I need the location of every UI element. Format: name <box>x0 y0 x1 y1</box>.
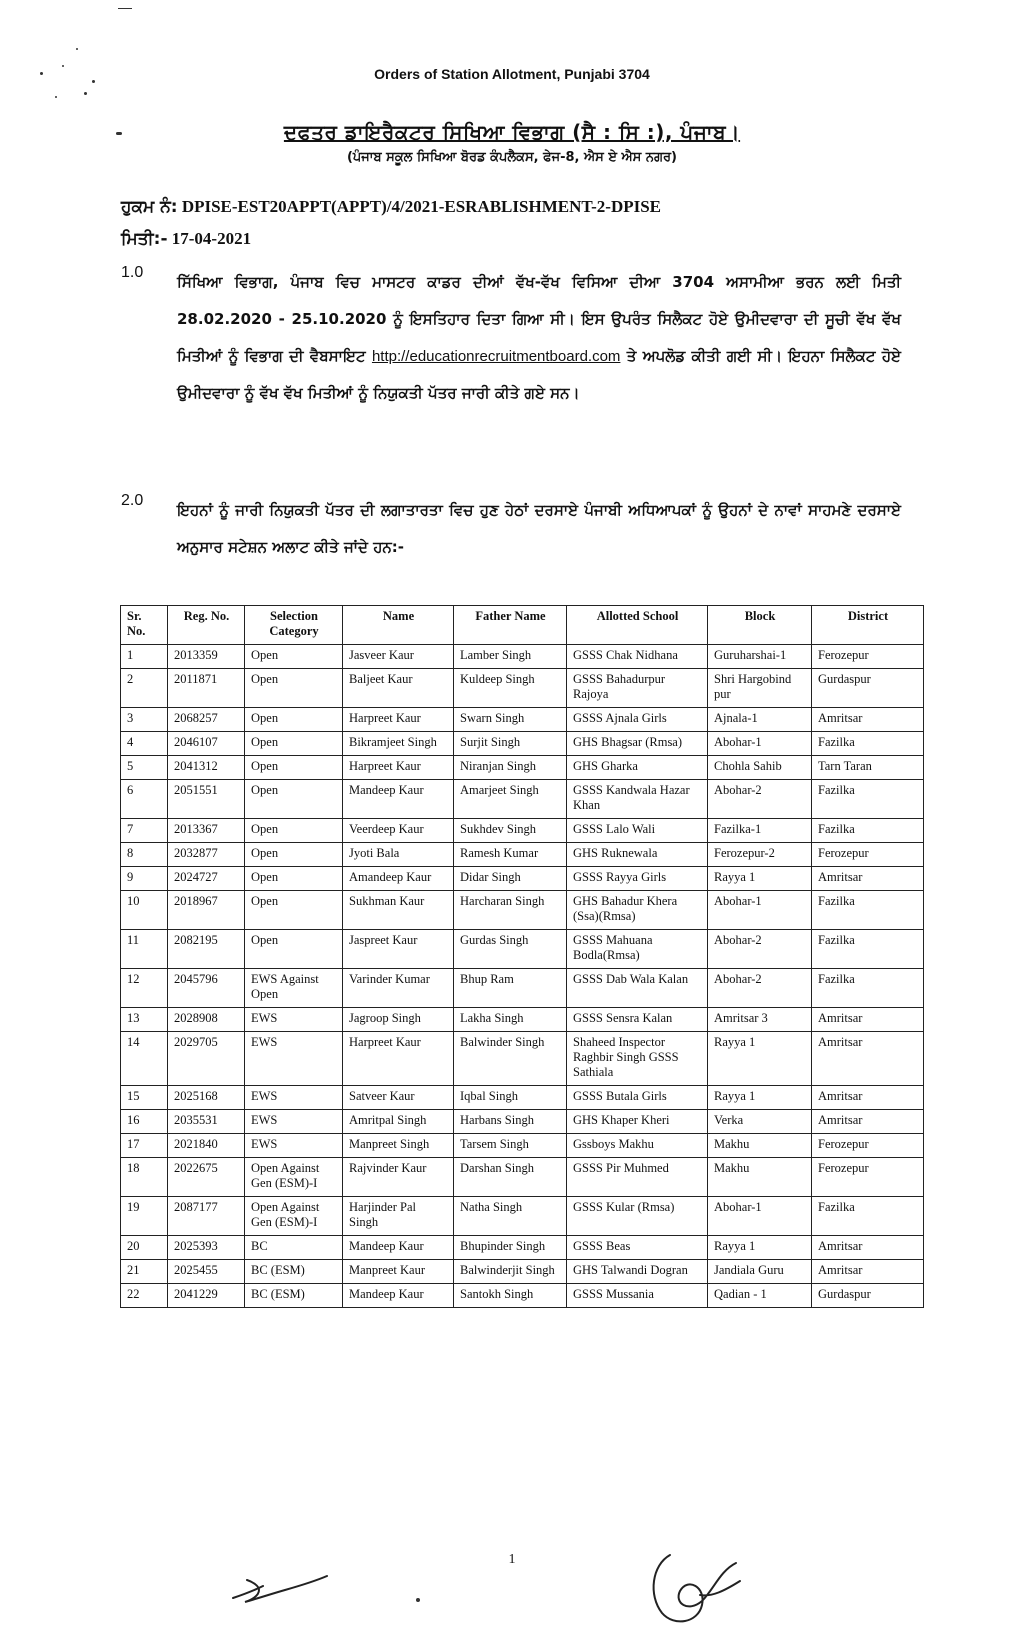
table-cell: Harpreet Kaur <box>343 756 454 780</box>
table-cell: Niranjan Singh <box>454 756 567 780</box>
table-cell: Makhu <box>708 1134 812 1158</box>
table-cell: Surjit Singh <box>454 732 567 756</box>
table-cell: GSSS Kandwala Hazar Khan <box>567 780 708 819</box>
table-cell: 2045796 <box>168 969 245 1008</box>
paragraph-2 <box>121 492 901 566</box>
table-cell: Bikramjeet Singh <box>343 732 454 756</box>
table-cell: 2021840 <box>168 1134 245 1158</box>
table-cell: Manpreet Kaur <box>343 1260 454 1284</box>
table-cell: EWS Against Open <box>245 969 343 1008</box>
table-cell: Swarn Singh <box>454 708 567 732</box>
table-cell: GHS Khaper Kheri <box>567 1110 708 1134</box>
table-cell: Satveer Kaur <box>343 1086 454 1110</box>
paragraph-text-part: ਤੇ ਅਪਲੋਡ ਕੀਤੀ ਗਈ ਸੀ। ਇਹਨਾ ਸਿਲੈਕਟ ਹੋਏ ਉਮੀਦਵਾਰਾ ਨੂੰ ਵੱਖ ਵੱਖ ਮਿਤੀਆਂ ਨੂੰ ਨਿਯੁਕਤੀ ਪੱਤਰ ਜਾਰੀ ਕੀਤੇ ਗਏ ਸਨ। <box>177 347 902 402</box>
table-cell: Manpreet Singh <box>343 1134 454 1158</box>
table-body <box>121 645 924 1308</box>
table-cell: 4 <box>121 732 168 756</box>
table-cell: Mandeep Kaur <box>343 1284 454 1308</box>
table-row <box>121 645 924 669</box>
table-cell: 22 <box>121 1284 168 1308</box>
table-cell: GSSS Chak Nidhana <box>567 645 708 669</box>
table-cell: Sukhman Kaur <box>343 891 454 930</box>
table-cell: 16 <box>121 1110 168 1134</box>
table-row <box>121 756 924 780</box>
table-row <box>121 1134 924 1158</box>
table-row <box>121 1284 924 1308</box>
table-cell: 18 <box>121 1158 168 1197</box>
table-row <box>121 843 924 867</box>
table-cell: Tarn Taran <box>812 756 924 780</box>
table-cell: 3 <box>121 708 168 732</box>
scan-speck <box>84 92 87 95</box>
table-cell: GSSS Mahuana Bodla(Rmsa) <box>567 930 708 969</box>
office-address: (ਪੰਜਾਬ ਸਕੂਲ ਸਿਖਿਆ ਬੋਰਡ ਕੰਪਲੈਕਸ, ਫੇਜ-8, ਐਸ ਏ ਐਸ ਨਗਰ) <box>346 150 677 165</box>
table-cell: 2 <box>121 669 168 708</box>
table-cell: 20 <box>121 1236 168 1260</box>
table-cell: 2011871 <box>168 669 245 708</box>
table-cell: Open <box>245 732 343 756</box>
table-row <box>121 1086 924 1110</box>
table-cell: Open <box>245 756 343 780</box>
table-cell: GHS Ruknewala <box>567 843 708 867</box>
scan-speck <box>55 96 57 98</box>
table-cell: Balwinderjit Singh <box>454 1260 567 1284</box>
table-cell: Jandiala Guru <box>708 1260 812 1284</box>
table-cell: 6 <box>121 780 168 819</box>
table-cell: Amritsar <box>812 1008 924 1032</box>
table-cell: 11 <box>121 930 168 969</box>
table-cell: Santokh Singh <box>454 1284 567 1308</box>
table-cell: Baljeet Kaur <box>343 669 454 708</box>
table-cell: GSSS Butala Girls <box>567 1086 708 1110</box>
table-cell: Open <box>245 891 343 930</box>
table-cell: GSSS Beas <box>567 1236 708 1260</box>
table-cell: Rayya 1 <box>708 1236 812 1260</box>
table-cell: GSSS Mussania <box>567 1284 708 1308</box>
column-header: Selection Category <box>245 606 343 645</box>
table-cell: Fazilka <box>812 732 924 756</box>
table-row <box>121 732 924 756</box>
table-cell: GHS Bahadur Khera (Ssa)(Rmsa) <box>567 891 708 930</box>
table-cell: 2025393 <box>168 1236 245 1260</box>
table-cell: Open <box>245 867 343 891</box>
order-number-line <box>121 197 661 217</box>
table-cell: Ajnala-1 <box>708 708 812 732</box>
table-cell: Rayya 1 <box>708 867 812 891</box>
table-cell: 2022675 <box>168 1158 245 1197</box>
table-cell: GHS Talwandi Dogran <box>567 1260 708 1284</box>
scan-speck <box>118 8 132 9</box>
table-cell: Guruharshai-1 <box>708 645 812 669</box>
table-cell: Ferozepur <box>812 843 924 867</box>
table-cell: Balwinder Singh <box>454 1032 567 1086</box>
table-cell: Kuldeep Singh <box>454 669 567 708</box>
table-cell: 2013359 <box>168 645 245 669</box>
table-cell: Darshan Singh <box>454 1158 567 1197</box>
table-cell: 2035531 <box>168 1110 245 1134</box>
table-row <box>121 1236 924 1260</box>
table-cell: 2082195 <box>168 930 245 969</box>
table-cell: Rayya 1 <box>708 1032 812 1086</box>
table-cell: Open <box>245 780 343 819</box>
website-link[interactable]: http://educationrecruitmentboard.com <box>371 348 621 365</box>
table-cell: Open <box>245 645 343 669</box>
table-cell: Open <box>245 843 343 867</box>
table-cell: 2051551 <box>168 780 245 819</box>
table-cell: Rayya 1 <box>708 1086 812 1110</box>
table-cell: 21 <box>121 1260 168 1284</box>
table-row <box>121 708 924 732</box>
office-name: ਦਫਤਰ ਡਾਇਰੈਕਟਰ ਸਿਖਿਆ ਵਿਭਾਗ (ਸੈ : ਸਿ :), ਪੰਜਾਬ। <box>283 120 741 144</box>
table-cell: EWS <box>245 1110 343 1134</box>
paragraph-text: ਇਹਨਾਂ ਨੂੰ ਜਾਰੀ ਨਿਯੁਕਤੀ ਪੱਤਰ ਦੀ ਲਗਾਤਾਰਤਾ ਵਿਚ ਹੁਣ ਹੇਠਾਂ ਦਰਸਾਏ ਪੰਜਾਬੀ ਅਧਿਆਪਕਾਂ ਨੂੰ ਉਹਨਾਂ ਦੇ ਨਾਵਾਂ ਸਾਹਮਣੇ ਦਰਸਾਏ ਅਨੁਸਾਰ ਸਟੇਸ਼ਨ ਅਲਾਟ ਕੀਤੇ ਜਾਂਦੇ ਹਨ:- <box>177 501 901 556</box>
table-cell: Fazilka <box>812 780 924 819</box>
table-cell: EWS <box>245 1008 343 1032</box>
table-cell: 2041229 <box>168 1284 245 1308</box>
table-cell: 2032877 <box>168 843 245 867</box>
table-row <box>121 819 924 843</box>
table-cell: Amritsar <box>812 867 924 891</box>
table-cell: Harpreet Kaur <box>343 1032 454 1086</box>
order-label: ਹੁਕਮ ਨੰ: <box>121 197 178 217</box>
table-row <box>121 891 924 930</box>
table-cell: Ferozepur-2 <box>708 843 812 867</box>
table-row <box>121 1197 924 1236</box>
table-cell: EWS <box>245 1086 343 1110</box>
order-number: DPISE-EST20APPT(APPT)/4/2021-ESRABLISHMENT-2-DPISE <box>181 197 662 216</box>
paragraph-number: 1.0 <box>121 264 144 281</box>
table-cell: 2024727 <box>168 867 245 891</box>
table-cell: Harjinder Pal Singh <box>343 1197 454 1236</box>
table-cell: Mandeep Kaur <box>343 1236 454 1260</box>
column-header: Block <box>708 606 812 645</box>
table-cell: Bhupinder Singh <box>454 1236 567 1260</box>
table-cell: 1 <box>121 645 168 669</box>
signature-left <box>225 1560 335 1610</box>
table-cell: Gurdas Singh <box>454 930 567 969</box>
paragraph-number: 2.0 <box>121 492 144 509</box>
table-cell: Fazilka-1 <box>708 819 812 843</box>
table-cell: Rajvinder Kaur <box>343 1158 454 1197</box>
table-cell: EWS <box>245 1032 343 1086</box>
table-cell: GHS Gharka <box>567 756 708 780</box>
column-header: Father Name <box>454 606 567 645</box>
table-cell: 2028908 <box>168 1008 245 1032</box>
column-header: District <box>812 606 924 645</box>
date-label: ਮਿਤੀ:- <box>121 229 168 249</box>
table-cell: 14 <box>121 1032 168 1086</box>
table-cell: Lamber Singh <box>454 645 567 669</box>
table-row <box>121 780 924 819</box>
table-cell: Bhup Ram <box>454 969 567 1008</box>
table-cell: Amritsar <box>812 708 924 732</box>
table-cell: Abohar-2 <box>708 969 812 1008</box>
table-cell: BC <box>245 1236 343 1260</box>
scan-speck <box>416 1598 420 1602</box>
table-cell: GSSS Pir Muhmed <box>567 1158 708 1197</box>
table-cell: Fazilka <box>812 1197 924 1236</box>
column-header: Allotted School <box>567 606 708 645</box>
table-cell: Open <box>245 669 343 708</box>
table-cell: 15 <box>121 1086 168 1110</box>
table-cell: Amritsar 3 <box>708 1008 812 1032</box>
table-cell: 13 <box>121 1008 168 1032</box>
table-cell: 7 <box>121 819 168 843</box>
table-cell: Shri Hargobind pur <box>708 669 812 708</box>
table-cell: Open <box>245 930 343 969</box>
table-cell: Gurdaspur <box>812 669 924 708</box>
table-cell: Open Against Gen (ESM)-I <box>245 1197 343 1236</box>
table-cell: GSSS Ajnala Girls <box>567 708 708 732</box>
station-allotment-table <box>120 605 924 1308</box>
table-cell: BC (ESM) <box>245 1260 343 1284</box>
order-date-line <box>121 229 251 249</box>
table-cell: Jagroop Singh <box>343 1008 454 1032</box>
column-header: Reg. No. <box>168 606 245 645</box>
table-cell: Abohar-2 <box>708 780 812 819</box>
table-cell: Natha Singh <box>454 1197 567 1236</box>
table-cell: Fazilka <box>812 891 924 930</box>
table-cell: Jaspreet Kaur <box>343 930 454 969</box>
table-cell: Sukhdev Singh <box>454 819 567 843</box>
table-row <box>121 1260 924 1284</box>
table-cell: 2025168 <box>168 1086 245 1110</box>
table-cell: Abohar-1 <box>708 732 812 756</box>
table-cell: 2025455 <box>168 1260 245 1284</box>
table-cell: Amritpal Singh <box>343 1110 454 1134</box>
scan-speck <box>76 48 78 50</box>
table-row <box>121 1032 924 1086</box>
table-cell: GSSS Lalo Wali <box>567 819 708 843</box>
table-cell: Amritsar <box>812 1032 924 1086</box>
paragraph-text <box>177 264 901 412</box>
table-cell: Fazilka <box>812 969 924 1008</box>
table-cell: Verka <box>708 1110 812 1134</box>
table-cell: Harcharan Singh <box>454 891 567 930</box>
column-header: Sr. No. <box>121 606 168 645</box>
table-row <box>121 867 924 891</box>
table-cell: Shaheed Inspector Raghbir Singh GSSS Sathiala <box>567 1032 708 1086</box>
table-cell: 19 <box>121 1197 168 1236</box>
document-title: Orders of Station Allotment, Punjabi 3704 <box>374 66 650 82</box>
table-cell: 2013367 <box>168 819 245 843</box>
table-cell: Gurdaspur <box>812 1284 924 1308</box>
table-cell: Gssboys Makhu <box>567 1134 708 1158</box>
table-cell: Amritsar <box>812 1086 924 1110</box>
table-cell: Fazilka <box>812 819 924 843</box>
table-cell: 10 <box>121 891 168 930</box>
paragraph-1 <box>121 264 901 412</box>
table-cell: 2041312 <box>168 756 245 780</box>
table-cell: 2029705 <box>168 1032 245 1086</box>
table-cell: 2018967 <box>168 891 245 930</box>
table-cell: Amritsar <box>812 1260 924 1284</box>
table-row <box>121 1008 924 1032</box>
table-cell: GSSS Sensra Kalan <box>567 1008 708 1032</box>
table-cell: GHS Bhagsar (Rmsa) <box>567 732 708 756</box>
table-cell: Abohar-1 <box>708 891 812 930</box>
table-cell: Ferozepur <box>812 1134 924 1158</box>
table-cell: BC (ESM) <box>245 1284 343 1308</box>
table-row <box>121 1158 924 1197</box>
signature-right <box>640 1535 750 1630</box>
table-cell: Abohar-2 <box>708 930 812 969</box>
table-row <box>121 969 924 1008</box>
table-cell: 9 <box>121 867 168 891</box>
table-cell: Ferozepur <box>812 645 924 669</box>
table-cell: Open <box>245 819 343 843</box>
table-cell: Lakha Singh <box>454 1008 567 1032</box>
table-cell: Iqbal Singh <box>454 1086 567 1110</box>
table-cell: GSSS Dab Wala Kalan <box>567 969 708 1008</box>
table-cell: Abohar-1 <box>708 1197 812 1236</box>
table-cell: Tarsem Singh <box>454 1134 567 1158</box>
page-number: 1 <box>508 1552 516 1567</box>
table-cell: Veerdeep Kaur <box>343 819 454 843</box>
table-cell: 12 <box>121 969 168 1008</box>
table-cell: 8 <box>121 843 168 867</box>
table-cell: Varinder Kumar <box>343 969 454 1008</box>
table-row <box>121 669 924 708</box>
table-cell: Open <box>245 708 343 732</box>
table-cell: Harpreet Kaur <box>343 708 454 732</box>
table-cell: Jyoti Bala <box>343 843 454 867</box>
table-cell: 17 <box>121 1134 168 1158</box>
table-cell: Fazilka <box>812 930 924 969</box>
table-cell: Amarjeet Singh <box>454 780 567 819</box>
order-date: 17-04-2021 <box>171 229 252 248</box>
table-cell: Qadian - 1 <box>708 1284 812 1308</box>
table-cell: GSSS Rayya Girls <box>567 867 708 891</box>
table-cell: Ferozepur <box>812 1158 924 1197</box>
table-cell: 2068257 <box>168 708 245 732</box>
table-cell: Jasveer Kaur <box>343 645 454 669</box>
table-cell: Makhu <box>708 1158 812 1197</box>
table-cell: Amritsar <box>812 1110 924 1134</box>
table-cell: Amandeep Kaur <box>343 867 454 891</box>
table-cell: Mandeep Kaur <box>343 780 454 819</box>
table-cell: Chohla Sahib <box>708 756 812 780</box>
table-row <box>121 1110 924 1134</box>
table-cell: Harbans Singh <box>454 1110 567 1134</box>
table-row <box>121 930 924 969</box>
table-cell: 2087177 <box>168 1197 245 1236</box>
table-cell: Ramesh Kumar <box>454 843 567 867</box>
column-header: Name <box>343 606 454 645</box>
table-cell: EWS <box>245 1134 343 1158</box>
table-cell: Amritsar <box>812 1236 924 1260</box>
table-cell: 5 <box>121 756 168 780</box>
paragraph-text-part: ਸਿੱਖਿਆ ਵਿਭਾਗ, ਪੰਜਾਬ ਵਿਚ ਮਾਸਟਰ ਕਾਡਰ ਦੀਆਂ ਵੱਖ-ਵੱਖ ਵਿਸਿਆ ਦੀਆ 3704 ਅਸਾਮੀਆ ਭਰਨ ਲਈ ਮਿਤੀ 28.02.2020 - 25.10.2020 ਨੂੰ ਇਸਤਿਹਾਰ ਦਿਤਾ ਗਿਆ ਸੀ। ਇਸ ਉਪਰੰਤ ਸਿਲੈਕਟ ਹੋਏ ਉਮੀਦਵਾਰਾ ਦੀ ਸੂਚੀ ਵੱਖ ਵੱਖ ਮਿਤੀਆਂ ਨੂੰ ਵਿਭਾਗ ਦੀ ਵੈਬਸਾਇਟ <box>177 273 901 365</box>
table-cell: Open Against Gen (ESM)-I <box>245 1158 343 1197</box>
table-cell: GSSS Bahadurpur Rajoya <box>567 669 708 708</box>
table-cell: 2046107 <box>168 732 245 756</box>
table-header-row <box>121 606 924 645</box>
table-cell: Didar Singh <box>454 867 567 891</box>
table-cell: GSSS Kular (Rmsa) <box>567 1197 708 1236</box>
